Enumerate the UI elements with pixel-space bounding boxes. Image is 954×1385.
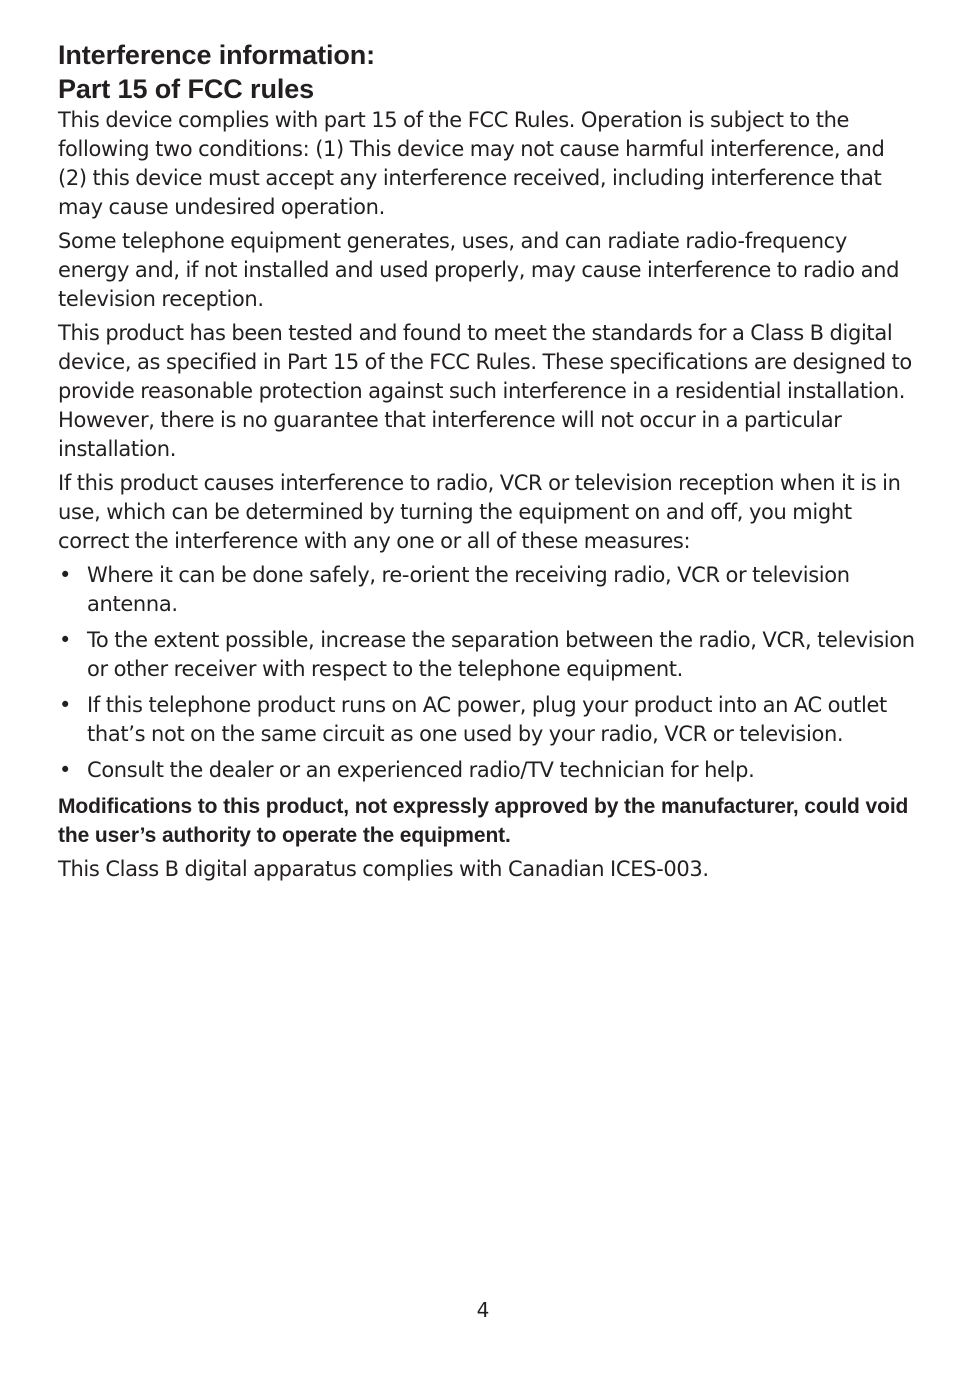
bullet-icon: •: [59, 628, 72, 652]
canada-notice: This Class B digital apparatus complies with Canadian ICES-003.: [58, 857, 709, 881]
paragraph-class-b-testing: This product has been tested and found to meet the standards for a Class B digital device, as specified in Part 15 of the FCC Rules. These specifications are designed to provide reasonable protection against such interference in a residential installation. However, there is no guarantee that interference will not occur in a particular installation.: [58, 321, 912, 461]
paragraph-rf-energy: Some telephone equipment generates, uses, and can radiate radio-frequency energy and, if not installed and used properly, may cause interference to radio and television reception.: [58, 229, 900, 311]
list-item-text: Where it can be done safely, re-orient the receiving radio, VCR or television antenna.: [87, 563, 850, 616]
list-item-text: Consult the dealer or an experienced radio/TV technician for help.: [87, 758, 755, 782]
list-item: [58, 561, 918, 619]
bullet-icon: •: [59, 563, 72, 587]
bullet-icon: •: [59, 758, 72, 782]
document-page: [58, 38, 918, 889]
heading-line-2: Part 15 of FCC rules: [58, 74, 315, 104]
list-item: [58, 756, 918, 785]
section-heading: [58, 38, 918, 106]
paragraph-compliance: This device complies with part 15 of the FCC Rules. Operation is subject to the following two conditions: (1) This device may not cause harmful interference, and (2) this device must accept any interference received, including interference that may cause undesired operation.: [58, 108, 885, 219]
heading-line-1: Interference information:: [58, 40, 376, 70]
list-item: [58, 691, 918, 749]
bullet-icon: •: [59, 693, 72, 717]
modification-warning: Modifications to this product, not expressly approved by the manufacturer, could void the user’s authority to operate the equipment.: [58, 795, 909, 847]
measures-list: [58, 561, 918, 785]
page-number: 4: [476, 1298, 490, 1322]
paragraph-correction-intro: If this product causes interference to radio, VCR or television reception when it is in use, which can be determined by turning the equipment on and off, you might correct the interference with any one or all of these measures:: [58, 471, 901, 553]
list-item: [58, 626, 918, 684]
list-item-text: To the extent possible, increase the separation between the radio, VCR, television or other receiver with respect to the telephone equipment.: [87, 628, 915, 681]
list-item-text: If this telephone product runs on AC power, plug your product into an AC outlet that’s not on the same circuit as one used by your radio, VCR or television.: [87, 693, 887, 746]
